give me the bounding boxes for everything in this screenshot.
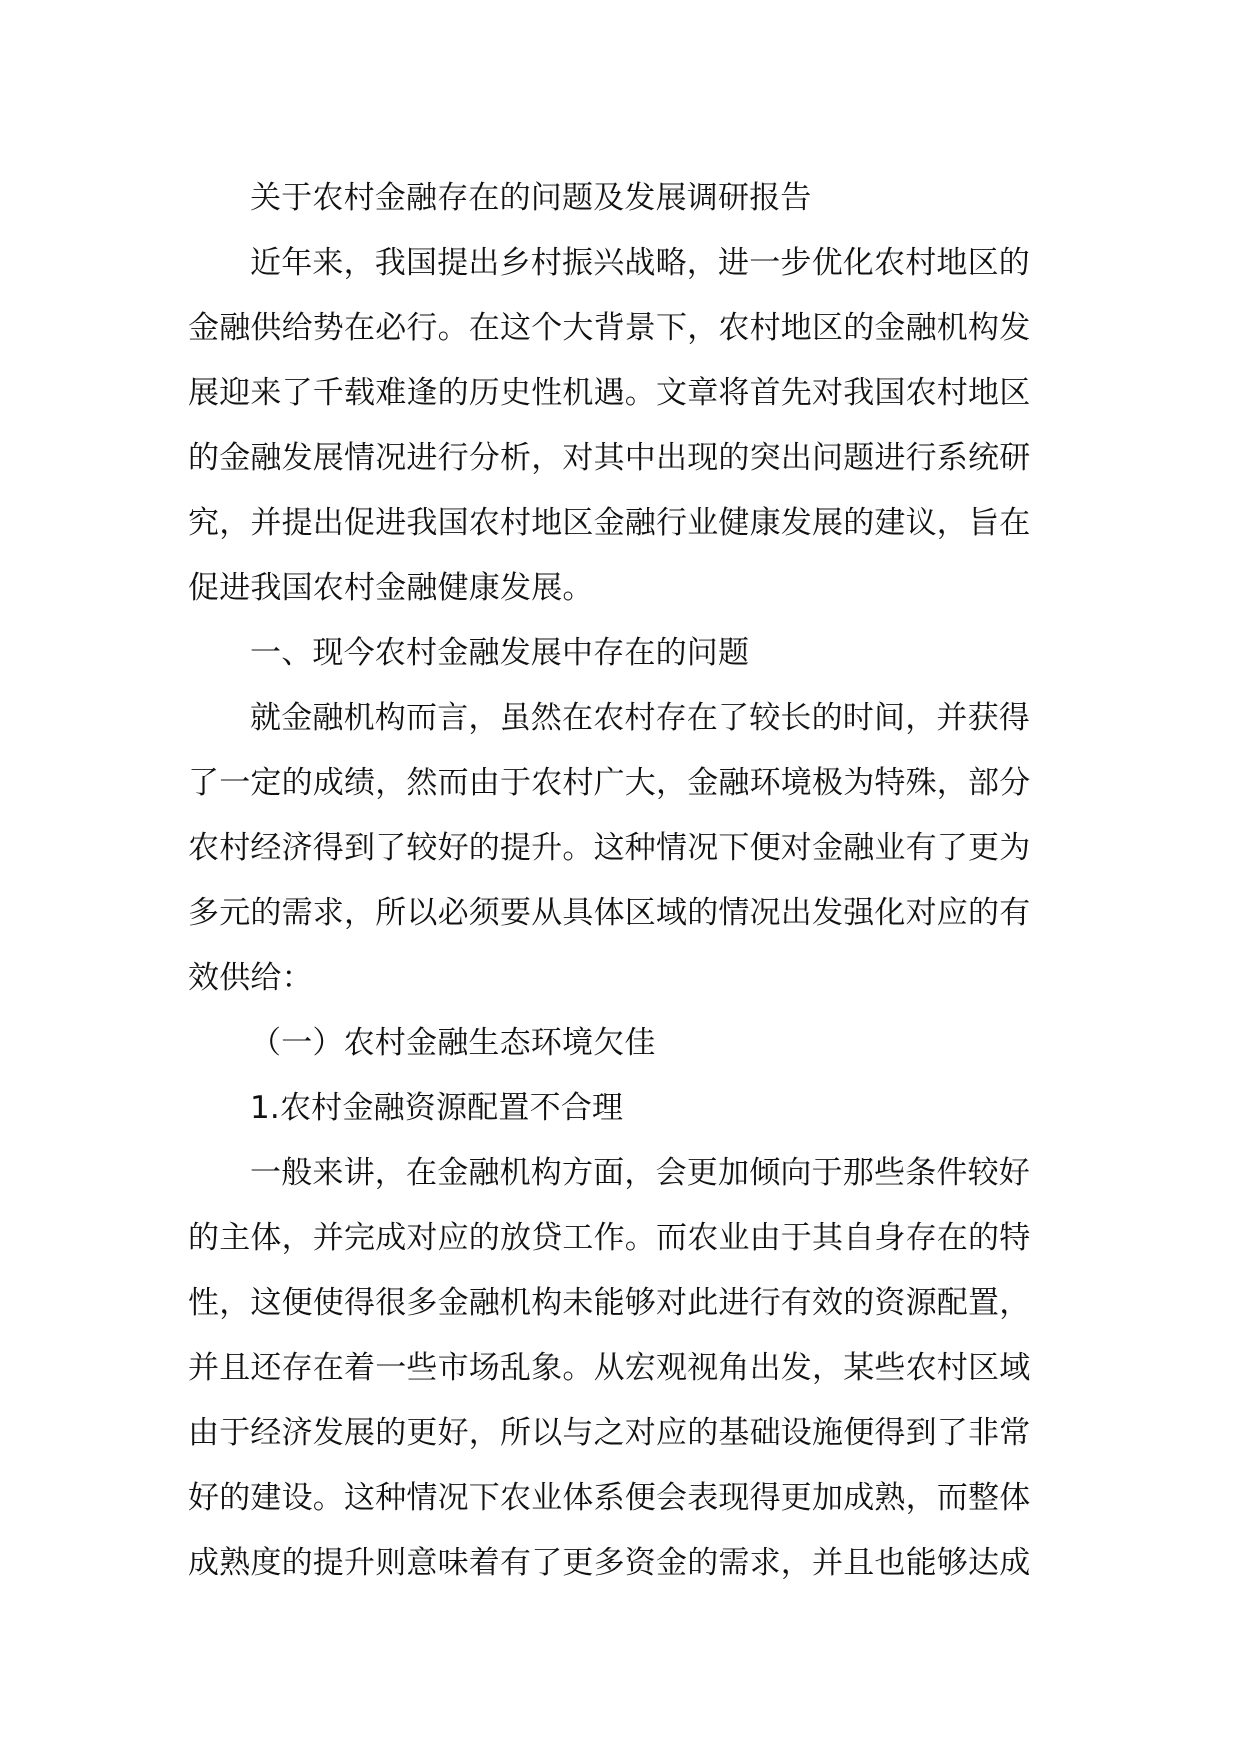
section-1-heading: 一、现今农村金融发展中存在的问题 bbox=[250, 635, 750, 671]
paragraph-2-line-1: 就金融机构而言，虽然在农村存在了较长的时间，并获得 bbox=[250, 700, 1030, 736]
paragraph-3-line-1: 一般来讲，在金融机构方面，会更加倾向于那些条件较好 bbox=[250, 1155, 1030, 1191]
paragraph-3-line-5: 由于经济发展的更好，所以与之对应的基础设施便得到了非常 bbox=[188, 1415, 1031, 1451]
document-body bbox=[188, 166, 1058, 1596]
paragraph-2-line-4: 多元的需求，所以必须要从具体区域的情况出发强化对应的有 bbox=[188, 895, 1031, 931]
paragraph-2-line-2: 了一定的成绩，然而由于农村广大，金融环境极为特殊，部分 bbox=[188, 765, 1031, 801]
subsection-1-heading: （一）农村金融生态环境欠佳 bbox=[250, 1025, 656, 1061]
paragraph-3-line-2: 的主体，并完成对应的放贷工作。而农业由于其自身存在的特 bbox=[188, 1220, 1031, 1256]
paragraph-2-line-5: 效供给： bbox=[188, 960, 313, 996]
paragraph-3-line-7: 成熟度的提升则意味着有了更多资金的需求，并且也能够达成 bbox=[188, 1545, 1031, 1581]
paragraph-3-line-6: 好的建设。这种情况下农业体系便会表现得更加成熟，而整体 bbox=[188, 1480, 1031, 1516]
paragraph-1-line-5: 究，并提出促进我国农村地区金融行业健康发展的建议，旨在 bbox=[188, 505, 1031, 541]
paragraph-1-line-1: 近年来，我国提出乡村振兴战略，进一步优化农村地区的 bbox=[250, 245, 1030, 281]
paragraph-3-line-3: 性，这便使得很多金融机构未能够对此进行有效的资源配置， bbox=[188, 1285, 1031, 1321]
paragraph-2-line-3: 农村经济得到了较好的提升。这种情况下便对金融业有了更为 bbox=[188, 830, 1031, 866]
paragraph-1-line-2: 金融供给势在必行。在这个大背景下，农村地区的金融机构发 bbox=[188, 310, 1031, 346]
document-title: 关于农村金融存在的问题及发展调研报告 bbox=[250, 180, 812, 216]
paragraph-1-line-6: 促进我国农村金融健康发展。 bbox=[188, 570, 594, 606]
paragraph-1-line-3: 展迎来了千载难逢的历史性机遇。文章将首先对我国农村地区 bbox=[188, 375, 1031, 411]
item-1-heading: 1.农村金融资源配置不合理 bbox=[250, 1090, 624, 1126]
paragraph-3-line-4: 并且还存在着一些市场乱象。从宏观视角出发，某些农村区域 bbox=[188, 1350, 1031, 1386]
paragraph-1-line-4: 的金融发展情况进行分析，对其中出现的突出问题进行系统研 bbox=[188, 440, 1031, 476]
